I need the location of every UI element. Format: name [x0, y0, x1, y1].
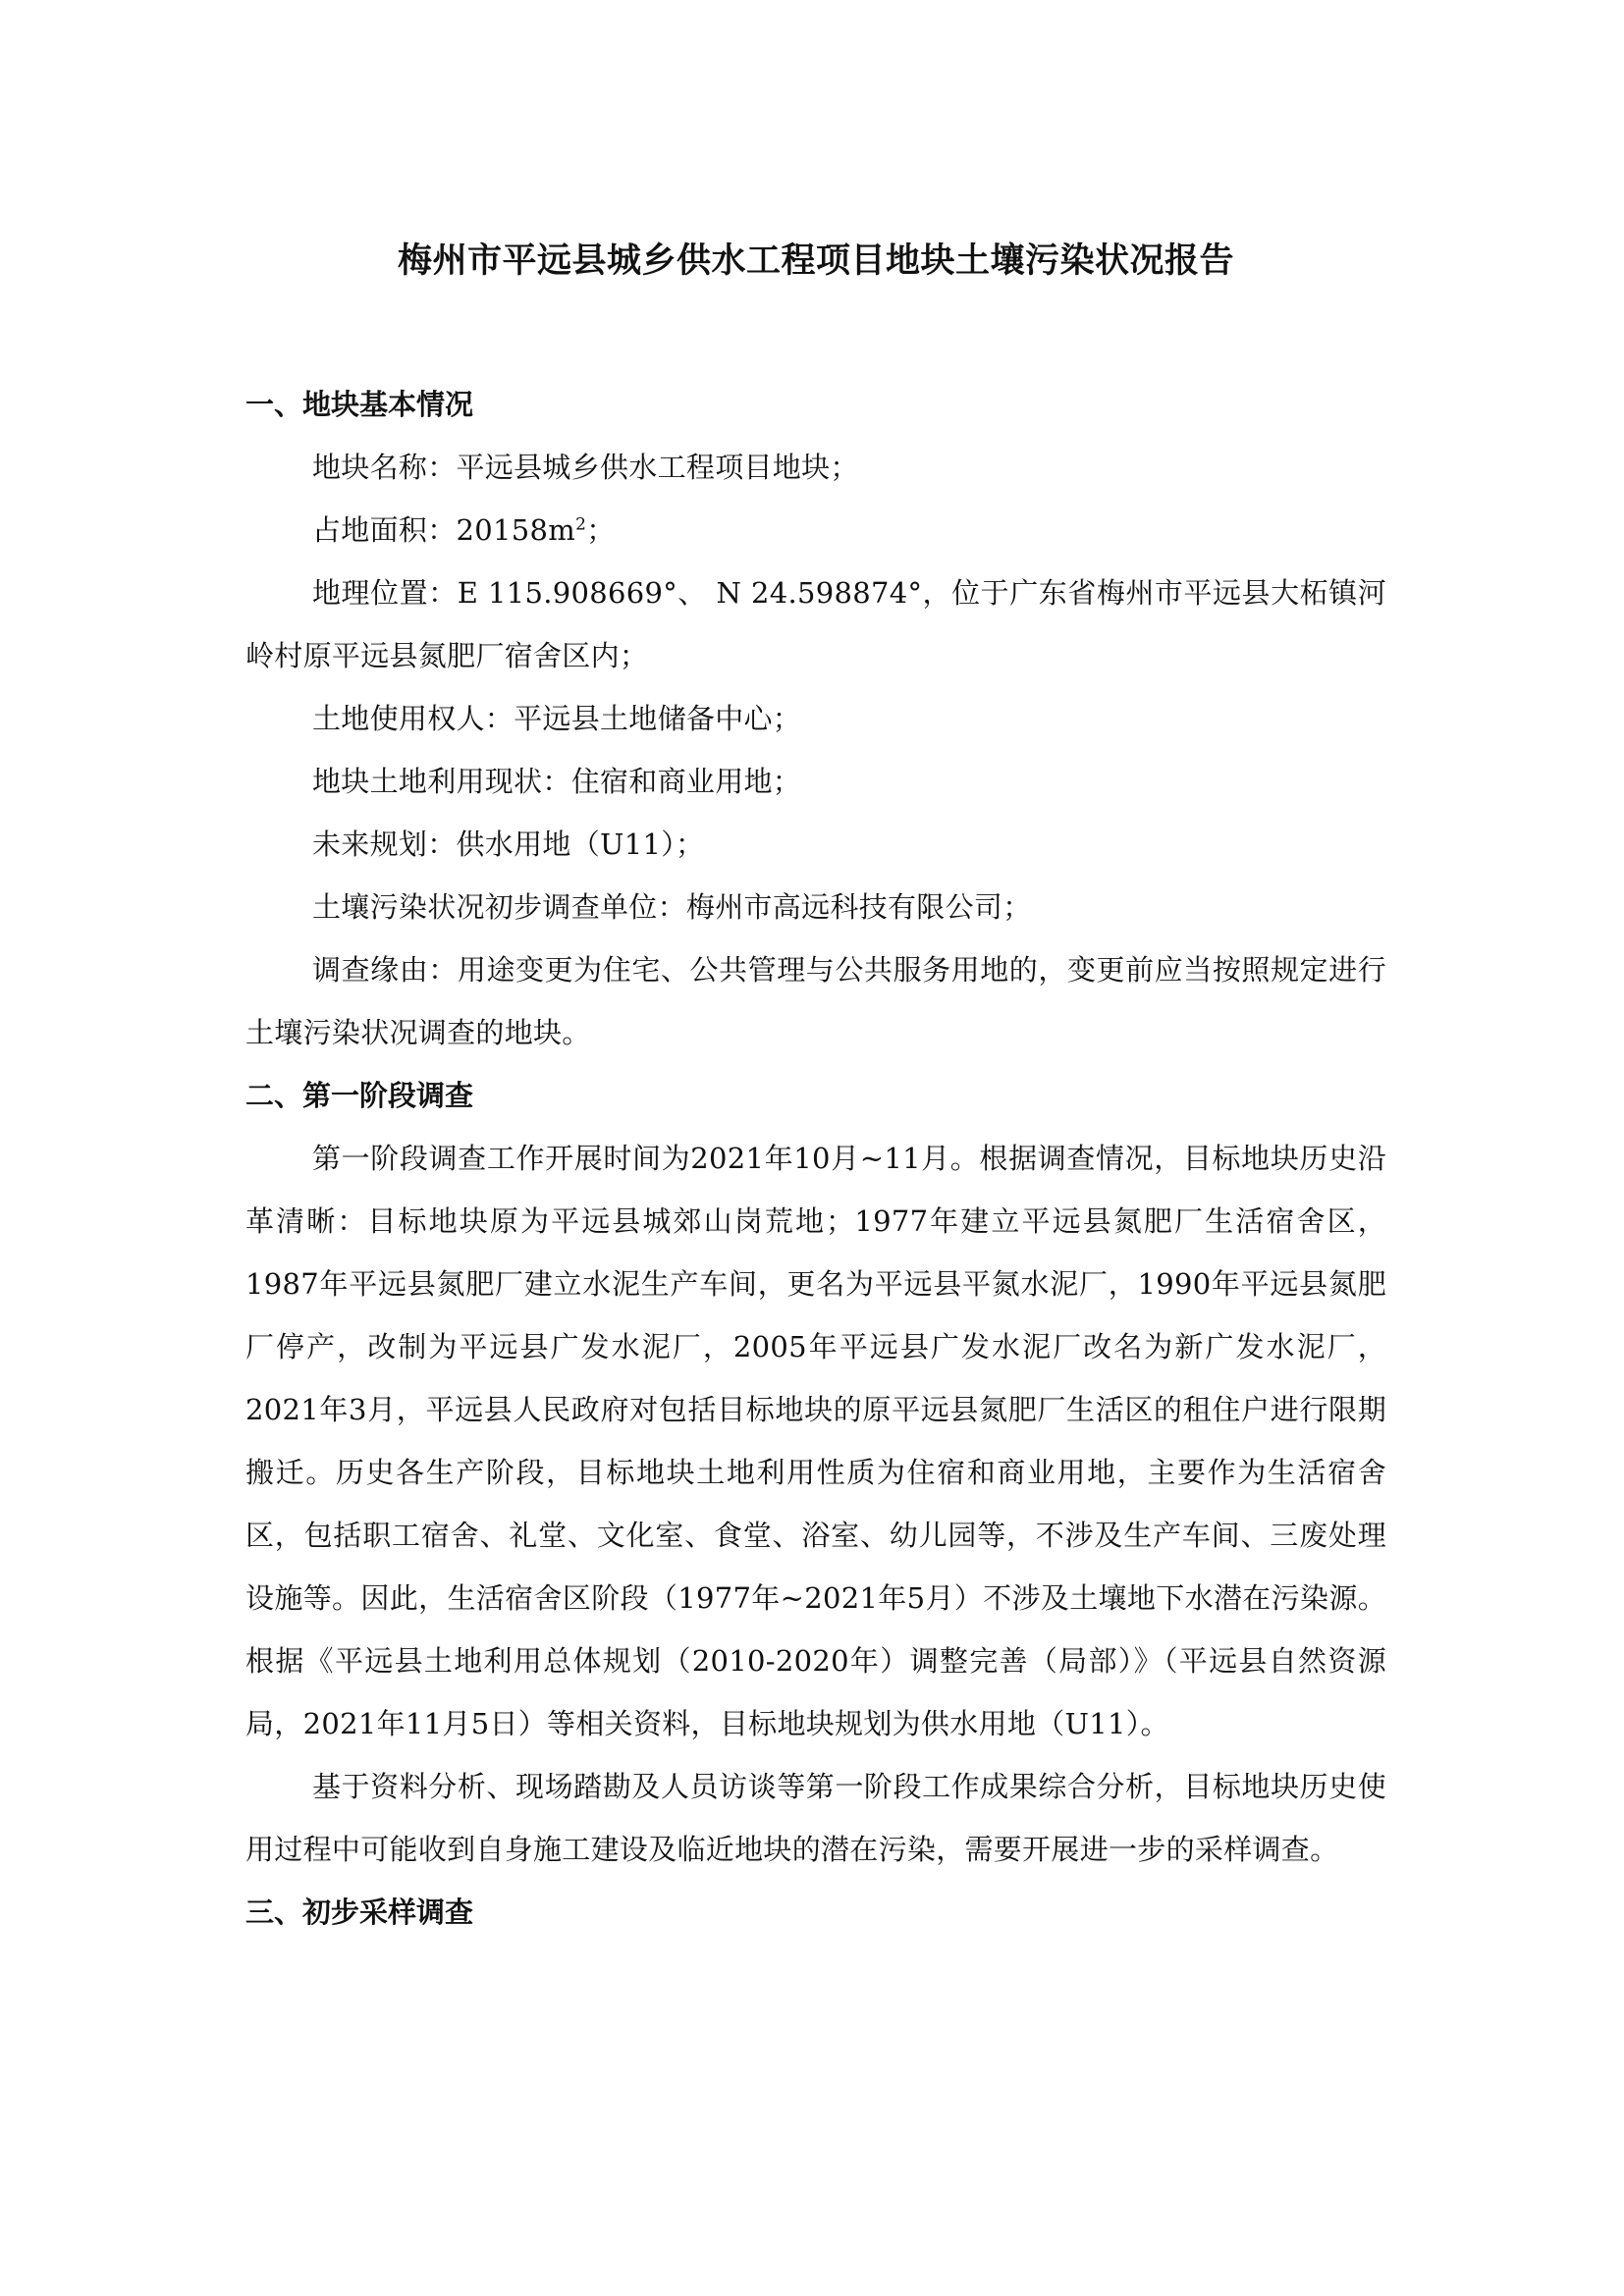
document-title: 梅州市平远县城乡供水工程项目地块土壤污染状况报告: [397, 241, 1234, 282]
area-suffix: ；: [586, 513, 616, 547]
paragraph-land-owner: 土地使用权人：平远县土地储备中心；: [312, 702, 802, 735]
paragraph-survey-unit: 土壤污染状况初步调查单位：梅州市高远科技有限公司；: [312, 890, 1032, 924]
section-phase-one: [245, 1064, 1386, 1881]
paragraph-survey-reason: 调查缘由：用途变更为住宅、公共管理与公共服务用地的，变更前应当按照规定进行土壤污染状况调查的地块。: [245, 953, 1386, 1049]
paragraph-phase-one-conclusion: 基于资料分析、现场踏勘及人员访谈等第一阶段工作成果综合分析，目标地块历史使用过程中可能收到自身施工建设及临近地块的潜在污染，需要开展进一步的采样调查。: [245, 1770, 1386, 1866]
section-basic-info: [245, 373, 1386, 1064]
section-heading: 一、地块基本情况: [245, 388, 474, 421]
paragraph-current-use: 地块土地利用现状：住宿和商业用地；: [312, 765, 802, 798]
section-initial-sampling: [245, 1881, 1386, 1944]
area-text: 占地面积：20158m: [312, 513, 576, 547]
section-heading: 二、第一阶段调查: [245, 1079, 474, 1112]
paragraph-phase-one-history: 第一阶段调查工作开展时间为2021年10月~11月。根据调查情况，目标地块历史沿革清晰：目标地块原为平远县城郊山岗荒地；1977年建立平远县氮肥厂生活宿舍区，1987年平远县氮肥厂建立水泥生产车间，更名为平远县平氮水泥厂，1990年平远县氮肥厂停产，改制为平远县广发水泥厂，2005年平远县广发水泥厂改名为新广发水泥厂，2021年3月，平远县人民政府对包括目标地块的原平远县氮肥厂生活区的租住户进行限期搬迁。历史各生产阶段，目标地块土地利用性质为住宿和商业用地，主要作为生活宿舍区，包括职工宿舍、礼堂、文化室、食堂、浴室、幼儿园等，不涉及生产车间、三废处理设施等。因此，生活宿舍区阶段（1977年~2021年5月）不涉及土壤地下水潜在污染源。根据《平远县土地利用总体规划（2010-2020年）调整完善（局部）》（平远县自然资源局，2021年11月5日）等相关资料，目标地块规划为供水用地（U11）。: [245, 1142, 1386, 1740]
paragraph-future-plan: 未来规划：供水用地（U11）；: [312, 828, 705, 861]
paragraph-site-name: 地块名称：平远县城乡供水工程项目地块；: [312, 451, 859, 484]
area-superscript: 2: [575, 514, 587, 535]
paragraph-location: 地理位置：E 115.908669°、 N 24.598874°，位于广东省梅州市平远县大柘镇河岭村原平远县氮肥厂宿舍区内；: [245, 576, 1386, 672]
section-heading: 三、初步采样调查: [245, 1896, 474, 1929]
document-body: [245, 373, 1386, 1944]
paragraph-site-area: [245, 499, 1386, 561]
